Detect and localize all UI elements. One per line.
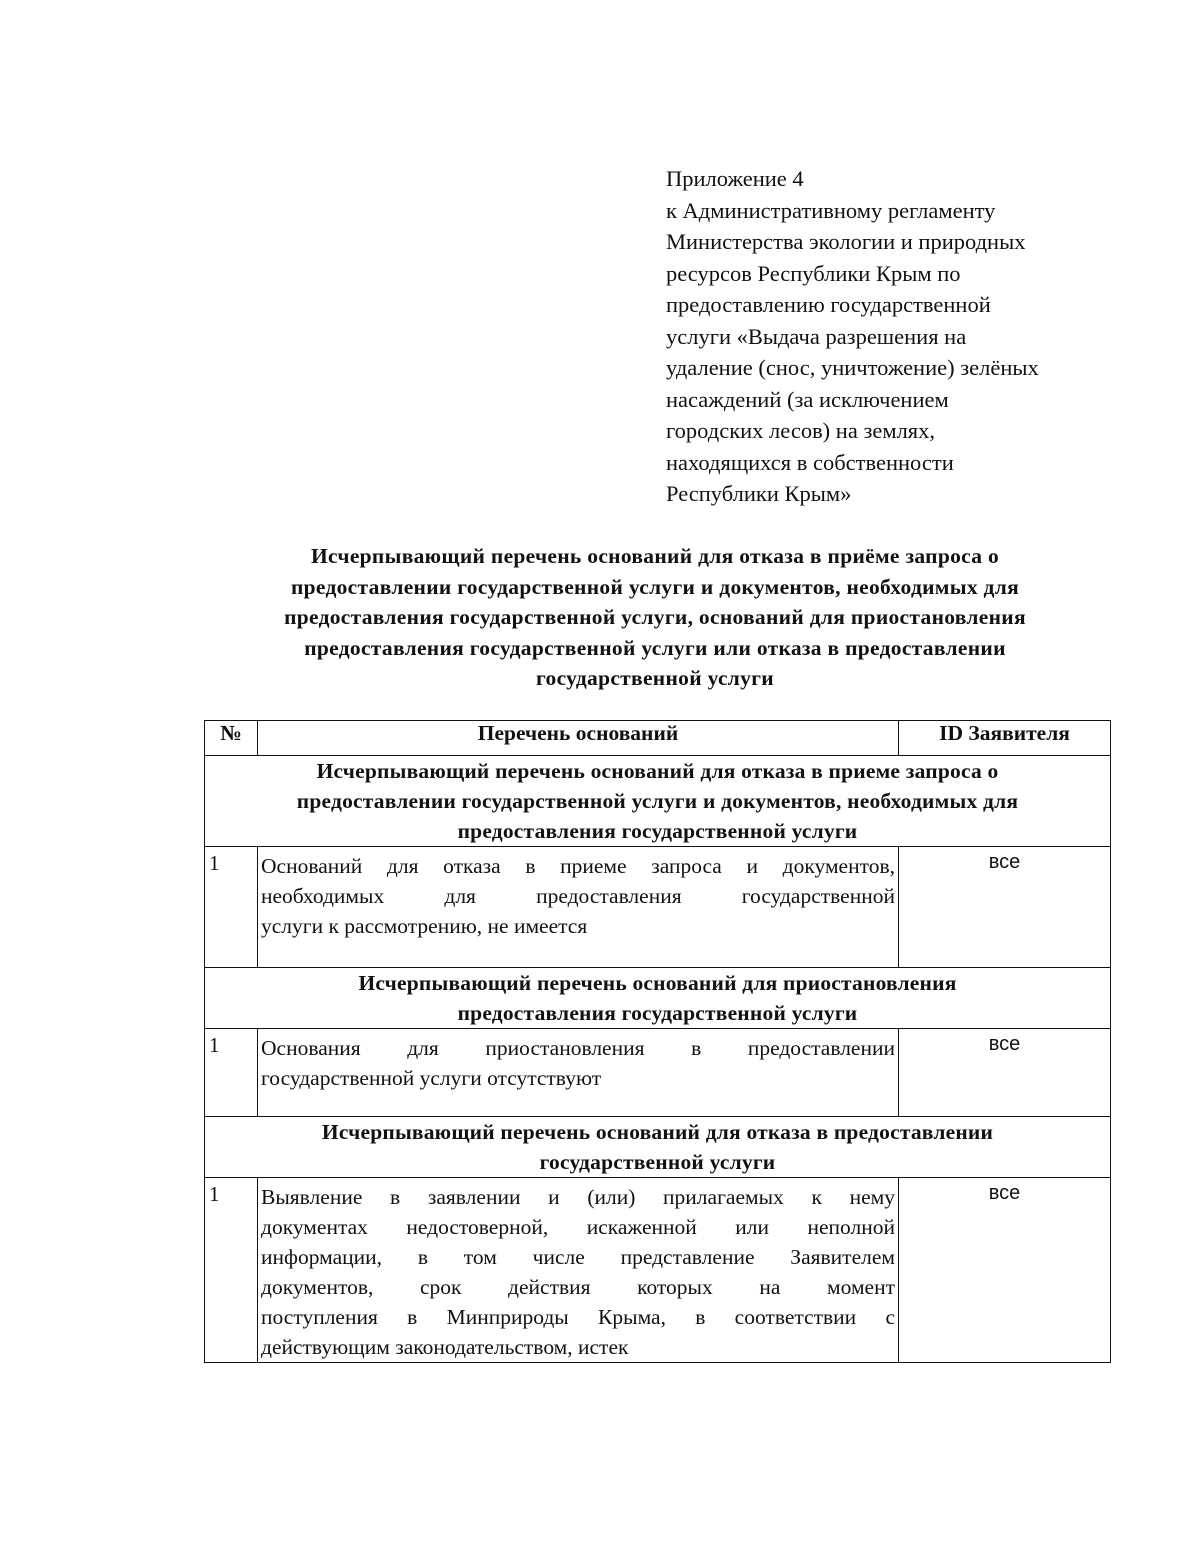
appendix-line: Республики Крым» xyxy=(666,481,852,506)
row-number: 1 xyxy=(205,847,258,968)
section-heading-line: государственной услуги xyxy=(539,1150,776,1174)
section-heading xyxy=(205,1117,1111,1178)
section-heading-line: Исчерпывающий перечень оснований для отказа в предоставлении xyxy=(321,1120,994,1144)
section-heading-line: предоставлении государственной услуги и документов, необходимых для xyxy=(296,789,1019,813)
appendix-line: предоставлению государственной xyxy=(666,292,991,317)
appendix-line: Министерства экологии и природных xyxy=(666,229,1026,254)
section-heading-line: Исчерпывающий перечень оснований для отказа в приеме запроса о xyxy=(316,759,999,783)
row-grounds-text xyxy=(258,1029,899,1117)
header-applicant-id: ID Заявителя xyxy=(899,721,1111,756)
row-text-line: Оснований для отказа в приеме запроса и документов, xyxy=(261,854,895,878)
table-row xyxy=(205,1029,1111,1117)
row-text-line: Основания для приостановления в предоставлении xyxy=(261,1036,895,1060)
row-text-line: государственной услуги отсутствуют xyxy=(261,1066,602,1090)
row-grounds-text xyxy=(258,1178,899,1363)
row-text-line: документов, срок действия которых на момент xyxy=(261,1275,895,1299)
document-title xyxy=(190,541,1120,694)
appendix-line: услуги «Выдача разрешения на xyxy=(666,323,967,349)
header-grounds: Перечень оснований xyxy=(258,721,899,756)
row-text-line: услуги к рассмотрению, не имеется xyxy=(261,914,588,938)
row-text-line: действующим законодательством, истек xyxy=(261,1335,629,1359)
title-line: предоставления государственной услуги, оснований для приостановления xyxy=(284,605,1026,629)
row-text-line: Выявление в заявлении и (или) прилагаемых к нему xyxy=(261,1185,895,1209)
section-row xyxy=(205,1117,1111,1178)
section-heading xyxy=(205,968,1111,1029)
appendix-header xyxy=(666,163,1136,510)
table-row xyxy=(205,1178,1111,1363)
title-line: Исчерпывающий перечень оснований для отказа в приёме запроса о xyxy=(310,544,1000,568)
row-grounds-text xyxy=(258,847,899,968)
row-number: 1 xyxy=(205,1029,258,1117)
appendix-line: городских лесов) на землях, xyxy=(666,418,936,443)
row-applicant-id: все xyxy=(899,1029,1111,1117)
section-row xyxy=(205,968,1111,1029)
section-heading-line: предоставления государственной услуги xyxy=(457,819,858,843)
table-row xyxy=(205,847,1111,968)
appendix-line: находящихся в собственности xyxy=(666,449,954,475)
section-heading-line: Исчерпывающий перечень оснований для приостановления xyxy=(358,971,957,995)
row-text-line: поступления в Минприроды Крыма, в соответствии с xyxy=(261,1305,895,1329)
appendix-line: Приложение 4 xyxy=(666,166,804,191)
row-number: 1 xyxy=(205,1178,258,1363)
section-heading-line: предоставления государственной услуги xyxy=(457,1001,858,1025)
appendix-line: насаждений (за исключением xyxy=(666,386,949,412)
section-heading xyxy=(205,756,1111,847)
section-row xyxy=(205,756,1111,847)
header-num: № xyxy=(205,721,258,756)
appendix-line: удаление (снос, уничтожение) зелёных xyxy=(666,355,1039,380)
appendix-line: к Административному регламенту xyxy=(666,197,996,223)
table-header-row xyxy=(205,721,1111,756)
title-line: предоставлении государственной услуги и документов, необходимых для xyxy=(290,574,1020,599)
appendix-line: ресурсов Республики Крым по xyxy=(666,260,961,286)
title-line: предоставления государственной услуги или отказа в предоставлении xyxy=(304,635,1006,660)
row-text-line: документах недостоверной, искаженной или неполной xyxy=(261,1215,895,1239)
title-line: государственной услуги xyxy=(536,666,774,690)
row-text-line: информации, в том числе представление Заявителем xyxy=(261,1245,895,1269)
grounds-table xyxy=(204,720,1111,1363)
row-applicant-id: все xyxy=(899,847,1111,968)
row-text-line: необходимых для предоставления государственной xyxy=(261,884,895,908)
row-applicant-id: все xyxy=(899,1178,1111,1363)
